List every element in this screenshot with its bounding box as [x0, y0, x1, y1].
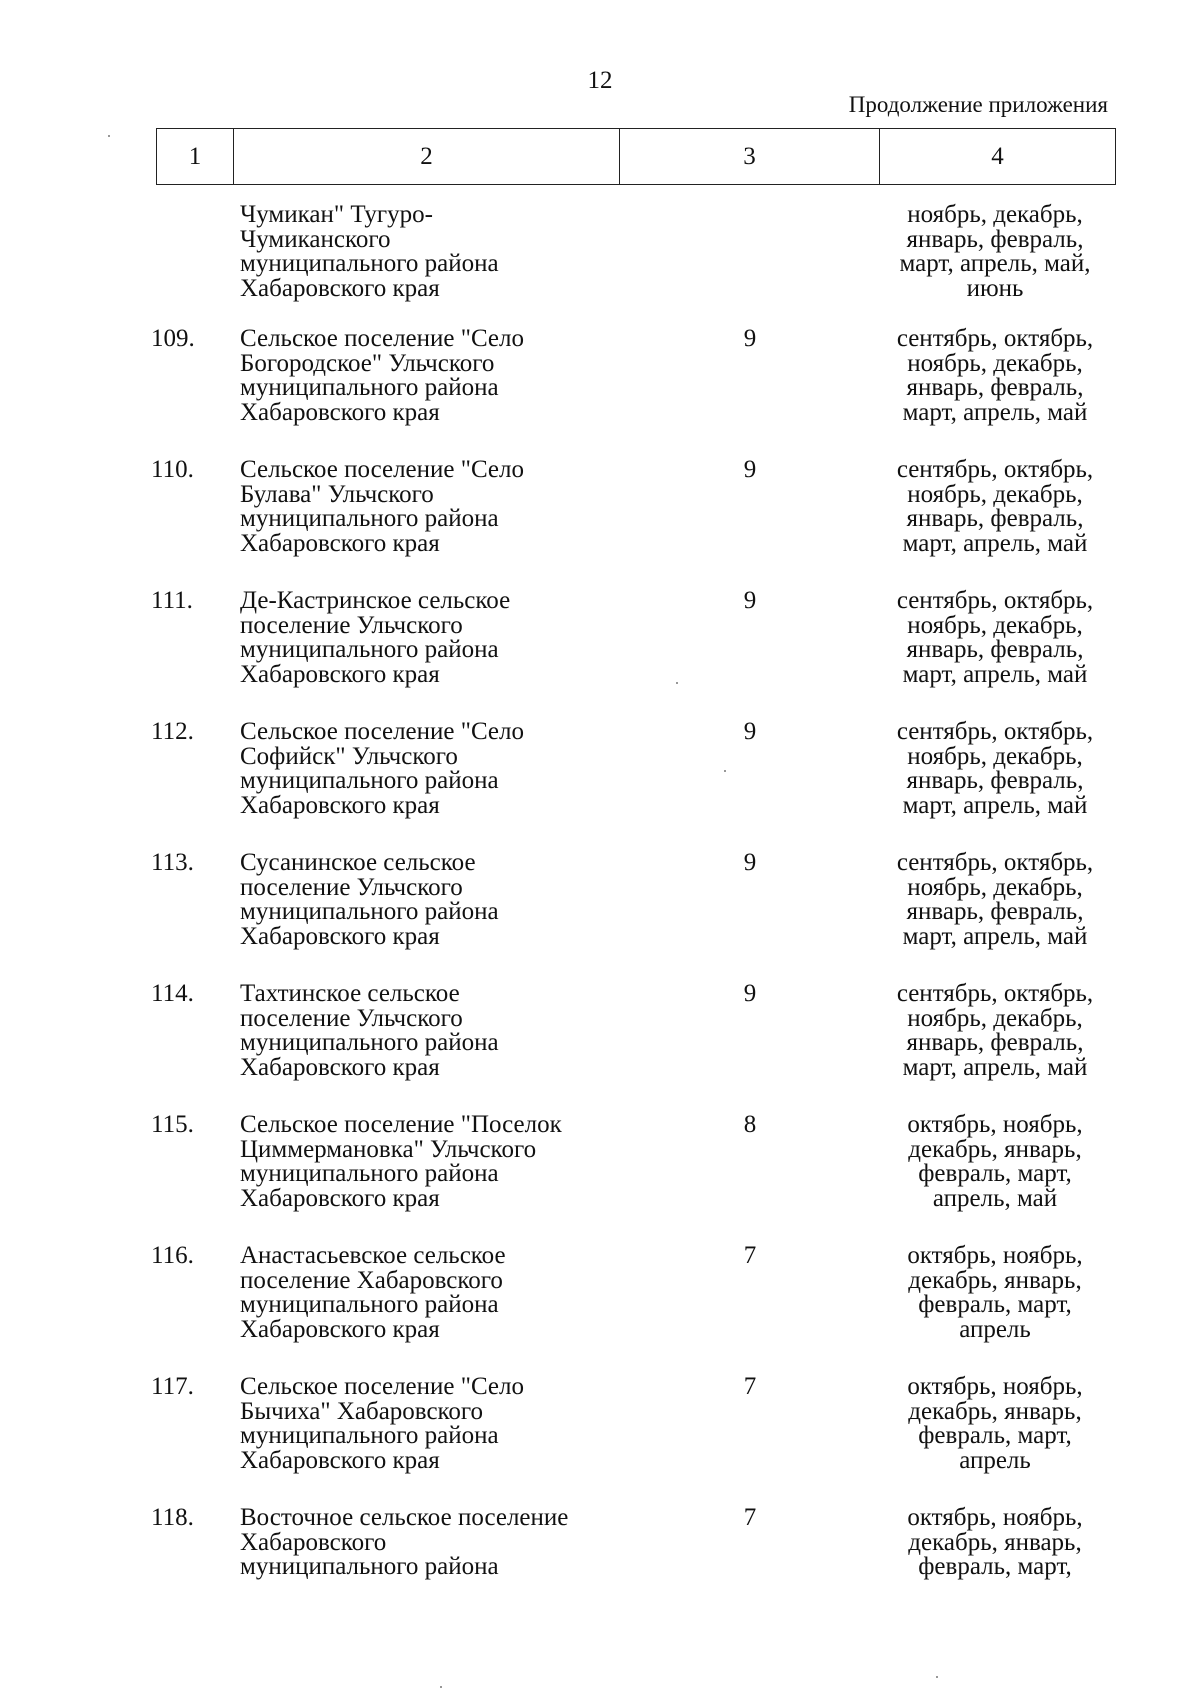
settlement-name-line: поселение Хабаровского: [240, 1266, 503, 1294]
scan-speck: [724, 770, 726, 772]
settlement-name-line: муниципального района: [240, 374, 499, 401]
row-number: 116.: [151, 1242, 194, 1269]
settlement-name: [240, 851, 640, 949]
month-count: 7: [743, 1242, 757, 1269]
settlement-name: [240, 720, 640, 818]
months-list: [870, 1113, 1120, 1211]
scan-speck: [108, 135, 110, 137]
months-line: ноябрь, декабрь,: [907, 611, 1083, 639]
months-line: ноябрь, декабрь,: [907, 349, 1083, 377]
continuation-label: Продолжение приложения: [848, 92, 1108, 117]
months-line: январь, февраль,: [906, 505, 1084, 532]
month-count: 7: [743, 1504, 757, 1531]
months-line: октябрь, ноябрь,: [907, 1242, 1083, 1269]
table-row: [0, 589, 1200, 709]
months-list: [870, 327, 1120, 425]
scan-speck: [440, 1686, 442, 1688]
settlement-name-line: Хабаровского края: [240, 1315, 440, 1343]
months-list: [870, 720, 1120, 818]
settlement-name-line: Чумикан" Тугуро-: [240, 201, 433, 228]
settlement-name-line: Анастасьевское сельское: [240, 1242, 506, 1269]
settlement-name-line: Сельское поселение "Село: [240, 325, 525, 352]
months-line: сентябрь, октябрь,: [896, 587, 1094, 614]
row-number: 115.: [151, 1111, 194, 1138]
settlement-name: [240, 1113, 640, 1211]
settlement-name-line: муниципального района: [240, 767, 499, 794]
settlement-name-line: Сельское поселение "Село: [240, 456, 525, 483]
months-line: март, апрель, май: [902, 922, 1088, 950]
months-line: сентябрь, октябрь,: [896, 325, 1094, 352]
settlement-name-line: Сельское поселение "Село: [240, 718, 525, 745]
row-number: 109.: [151, 325, 195, 352]
months-line: октябрь, ноябрь,: [907, 1373, 1083, 1400]
table-row: [0, 1375, 1200, 1495]
settlement-name: [240, 203, 640, 301]
scan-speck: [936, 1676, 938, 1678]
settlement-name-line: муниципального района: [240, 1160, 499, 1187]
settlement-name: [240, 1506, 640, 1580]
table-row: [0, 720, 1200, 840]
settlement-name-line: муниципального района: [240, 1422, 499, 1449]
row-number: 112.: [151, 718, 194, 745]
months-line: сентябрь, октябрь,: [896, 849, 1094, 876]
settlement-name-line: Хабаровского края: [240, 922, 440, 950]
settlement-name-line: Де-Кастринское сельское: [240, 587, 511, 614]
months-list: [870, 1506, 1120, 1580]
settlement-name: [240, 982, 640, 1080]
row-number: 114.: [151, 980, 194, 1007]
settlement-name-line: Хабаровского: [240, 1528, 387, 1556]
settlement-name: [240, 458, 640, 556]
settlement-name-line: муниципального района: [240, 250, 499, 277]
months-line: февраль, март,: [918, 1291, 1072, 1318]
months-line: февраль, март,: [918, 1553, 1072, 1580]
settlement-name-line: Восточное сельское поселение: [240, 1504, 569, 1531]
month-count: 9: [743, 325, 757, 352]
months-line: сентябрь, октябрь,: [896, 456, 1094, 483]
months-list: [870, 982, 1120, 1080]
months-line: апрель: [959, 1315, 1031, 1343]
months-line: март, апрель, май: [902, 791, 1088, 819]
months-line: декабрь, январь,: [908, 1528, 1082, 1556]
months-line: ноябрь, декабрь,: [907, 480, 1083, 508]
months-line: июнь: [966, 274, 1024, 302]
months-line: январь, февраль,: [906, 898, 1084, 925]
month-count: 9: [743, 980, 757, 1007]
table-row: [0, 203, 1200, 323]
settlement-name-line: Сельское поселение "Село: [240, 1373, 525, 1400]
months-line: апрель, май: [932, 1184, 1058, 1212]
settlement-name-line: Булава" Ульчского: [240, 480, 434, 508]
months-line: декабрь, январь,: [908, 1135, 1082, 1163]
settlement-name-line: Циммермановка" Ульчского: [240, 1135, 537, 1163]
settlement-name: [240, 589, 640, 687]
months-list: [870, 203, 1120, 301]
month-count: 9: [743, 849, 757, 876]
months-list: [870, 1375, 1120, 1473]
table-header: [156, 128, 1116, 185]
settlement-name-line: Хабаровского края: [240, 660, 440, 688]
month-count: 9: [743, 718, 757, 745]
settlement-name-line: Хабаровского края: [240, 398, 440, 426]
settlement-name-line: Хабаровского края: [240, 529, 440, 557]
month-count: 9: [743, 587, 757, 614]
settlement-name-line: Сельское поселение "Поселок: [240, 1111, 562, 1138]
settlement-name: [240, 1244, 640, 1342]
months-line: декабрь, январь,: [908, 1397, 1082, 1425]
settlement-name-line: муниципального района: [240, 1553, 499, 1580]
page-number: 12: [587, 67, 613, 94]
settlement-name-line: муниципального района: [240, 636, 499, 663]
row-number: 118.: [151, 1504, 194, 1531]
months-line: март, апрель, май: [902, 660, 1088, 688]
month-count: 7: [743, 1373, 757, 1400]
months-line: октябрь, ноябрь,: [907, 1111, 1083, 1138]
row-number: 113.: [151, 849, 194, 876]
settlement-name-line: поселение Ульчского: [240, 873, 463, 901]
scan-speck: [676, 682, 678, 684]
months-line: январь, февраль,: [906, 225, 1084, 253]
months-line: март, апрель, май: [902, 529, 1088, 557]
settlement-name-line: муниципального района: [240, 1029, 499, 1056]
months-line: февраль, март,: [918, 1160, 1072, 1187]
settlement-name-line: Софийск" Ульчского: [240, 742, 458, 770]
months-line: октябрь, ноябрь,: [907, 1504, 1083, 1531]
header-column-3: 3: [620, 129, 880, 184]
settlement-name-line: Сусанинское сельское: [240, 849, 476, 876]
settlement-name-line: Хабаровского края: [240, 791, 440, 819]
settlement-name-line: Тахтинское сельское: [240, 980, 460, 1007]
table-row: [0, 458, 1200, 578]
settlement-name: [240, 1375, 640, 1473]
months-line: декабрь, январь,: [908, 1266, 1082, 1294]
months-line: март, апрель, май,: [899, 250, 1091, 277]
months-list: [870, 589, 1120, 687]
settlement-name-line: Хабаровского края: [240, 274, 440, 302]
header-column-2: 2: [234, 129, 620, 184]
table-row: [0, 1244, 1200, 1364]
months-line: ноябрь, декабрь,: [907, 873, 1083, 901]
row-number: 117.: [151, 1373, 194, 1400]
settlement-name-line: муниципального района: [240, 898, 499, 925]
months-line: январь, февраль,: [906, 374, 1084, 401]
settlement-name-line: Хабаровского края: [240, 1446, 440, 1474]
row-number: 110.: [151, 456, 194, 483]
settlement-name-line: поселение Ульчского: [240, 611, 463, 639]
month-count: 9: [743, 456, 757, 483]
settlement-name-line: Хабаровского края: [240, 1184, 440, 1212]
settlement-name-line: поселение Ульчского: [240, 1004, 463, 1032]
settlement-name-line: Чумиканского: [240, 225, 391, 253]
months-line: ноябрь, декабрь,: [907, 1004, 1083, 1032]
table-row: [0, 327, 1200, 447]
settlement-name: [240, 327, 640, 425]
months-line: ноябрь, декабрь,: [907, 742, 1083, 770]
header-column-4: 4: [991, 142, 1004, 170]
months-line: март, апрель, май: [902, 1053, 1088, 1081]
months-line: апрель: [959, 1446, 1031, 1474]
header-column-1: 1: [157, 129, 234, 184]
settlement-name-line: муниципального района: [240, 1291, 499, 1318]
months-line: февраль, март,: [918, 1422, 1072, 1449]
month-count: 8: [743, 1111, 757, 1138]
table-row: [0, 851, 1200, 971]
table-row: [0, 1506, 1200, 1626]
months-line: сентябрь, октябрь,: [896, 718, 1094, 745]
months-line: январь, февраль,: [906, 767, 1084, 794]
row-number: 111.: [151, 587, 193, 614]
settlement-name-line: Бычиха" Хабаровского: [240, 1397, 484, 1425]
table-row: [0, 1113, 1200, 1233]
months-list: [870, 851, 1120, 949]
months-line: ноябрь, декабрь,: [907, 201, 1083, 228]
table-row: [0, 982, 1200, 1102]
months-line: сентябрь, октябрь,: [896, 980, 1094, 1007]
settlement-name-line: Богородское" Ульчского: [240, 349, 495, 377]
months-line: январь, февраль,: [906, 1029, 1084, 1056]
months-list: [870, 1244, 1120, 1342]
months-line: март, апрель, май: [902, 398, 1088, 426]
months-line: январь, февраль,: [906, 636, 1084, 663]
settlement-name-line: муниципального района: [240, 505, 499, 532]
months-list: [870, 458, 1120, 556]
settlement-name-line: Хабаровского края: [240, 1053, 440, 1081]
